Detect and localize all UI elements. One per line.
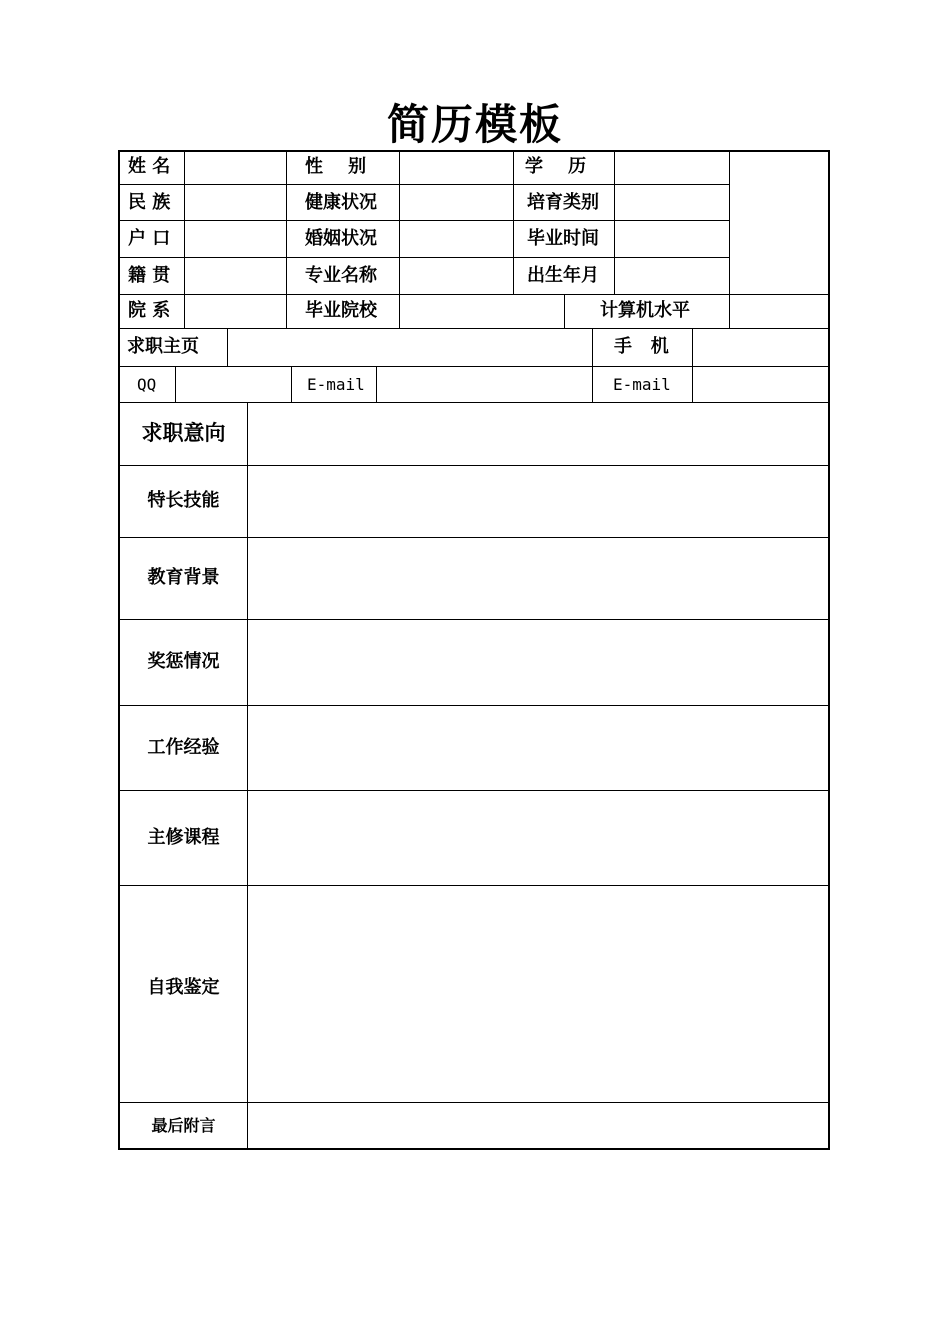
col-divider	[184, 294, 185, 328]
section-rewards: 奖惩情况	[147, 651, 220, 672]
col-divider	[175, 366, 176, 402]
label-training-type: 培育类别	[527, 192, 599, 213]
label-hukou: 户 口	[128, 228, 171, 249]
row-divider	[118, 619, 830, 620]
marital-field[interactable]	[401, 222, 511, 256]
col-divider	[286, 150, 287, 294]
courses-content[interactable]	[249, 792, 828, 884]
page-title: 简历模板	[386, 100, 563, 149]
row-divider	[118, 328, 830, 329]
self-assessment-content[interactable]	[249, 887, 828, 1101]
section-skills: 特长技能	[147, 490, 220, 511]
label-gender: 性 别	[305, 156, 367, 177]
qq-field[interactable]	[177, 368, 289, 401]
row-divider	[118, 366, 830, 367]
col-divider	[399, 294, 400, 328]
row-divider	[118, 402, 830, 403]
row-divider	[118, 220, 730, 221]
final-note-content[interactable]	[249, 1104, 828, 1148]
col-divider	[692, 328, 693, 402]
label-education: 学 历	[525, 156, 587, 177]
col-divider	[564, 294, 565, 328]
section-divider	[247, 402, 248, 1150]
section-work-experience: 工作经验	[147, 737, 220, 758]
col-divider	[399, 150, 400, 294]
computer-level-field[interactable]	[731, 296, 828, 327]
label-graduation-time: 毕业时间	[527, 228, 599, 249]
col-divider	[227, 328, 228, 366]
section-intention: 求职意向	[141, 421, 226, 445]
label-ethnicity: 民 族	[128, 192, 171, 213]
col-divider	[592, 328, 593, 402]
education-field[interactable]	[616, 152, 727, 183]
label-email-1: E-mail	[307, 375, 365, 394]
name-field[interactable]	[186, 152, 284, 183]
label-birth-date: 出生年月	[527, 265, 599, 286]
label-marital: 婚姻状况	[305, 228, 377, 249]
rewards-content[interactable]	[249, 621, 828, 704]
label-major: 专业名称	[305, 265, 377, 286]
label-homepage: 求职主页	[127, 336, 199, 357]
row-divider	[118, 257, 730, 258]
photo-box-divider	[729, 150, 730, 328]
hukou-field[interactable]	[186, 222, 284, 256]
row-divider	[118, 1102, 830, 1103]
row-divider	[118, 705, 830, 706]
label-health: 健康状况	[305, 192, 377, 213]
training-type-field[interactable]	[616, 186, 727, 219]
row-divider	[118, 537, 830, 538]
gender-field[interactable]	[401, 152, 511, 183]
section-final-note: 最后附言	[151, 1116, 216, 1135]
label-qq: QQ	[137, 375, 157, 394]
health-field[interactable]	[401, 186, 511, 219]
label-name: 姓 名	[128, 156, 171, 177]
label-email-2: E-mail	[613, 375, 671, 394]
department-field[interactable]	[186, 296, 284, 327]
row-divider	[118, 465, 830, 466]
label-native-place: 籍 贯	[128, 265, 171, 286]
birth-date-field[interactable]	[616, 259, 727, 293]
section-education-background: 教育背景	[147, 567, 220, 588]
col-divider	[286, 294, 287, 328]
section-courses: 主修课程	[147, 827, 220, 848]
homepage-field[interactable]	[229, 330, 590, 365]
intention-content[interactable]	[249, 404, 828, 464]
col-divider	[184, 150, 185, 294]
label-department: 院 系	[128, 300, 171, 321]
major-field[interactable]	[401, 259, 511, 293]
row-divider	[118, 790, 830, 791]
email-field-1[interactable]	[378, 368, 590, 401]
ethnicity-field[interactable]	[186, 186, 284, 219]
row-divider	[118, 885, 830, 886]
skills-content[interactable]	[249, 467, 828, 536]
email-field-2[interactable]	[694, 368, 828, 401]
col-divider	[513, 150, 514, 294]
row-divider	[118, 294, 830, 295]
label-mobile: 手 机	[614, 336, 669, 357]
col-divider	[376, 366, 377, 402]
graduated-school-field[interactable]	[401, 296, 562, 327]
native-place-field[interactable]	[186, 259, 284, 293]
education-background-content[interactable]	[249, 539, 828, 618]
mobile-field[interactable]	[694, 330, 828, 365]
section-self-assessment: 自我鉴定	[147, 977, 220, 998]
graduation-time-field[interactable]	[616, 222, 727, 256]
photo-box[interactable]	[731, 152, 828, 293]
col-divider	[291, 366, 292, 402]
work-experience-content[interactable]	[249, 707, 828, 789]
label-computer-level: 计算机水平	[600, 300, 690, 321]
col-divider	[614, 150, 615, 294]
row-divider	[118, 184, 730, 185]
label-graduated-school: 毕业院校	[305, 300, 377, 321]
